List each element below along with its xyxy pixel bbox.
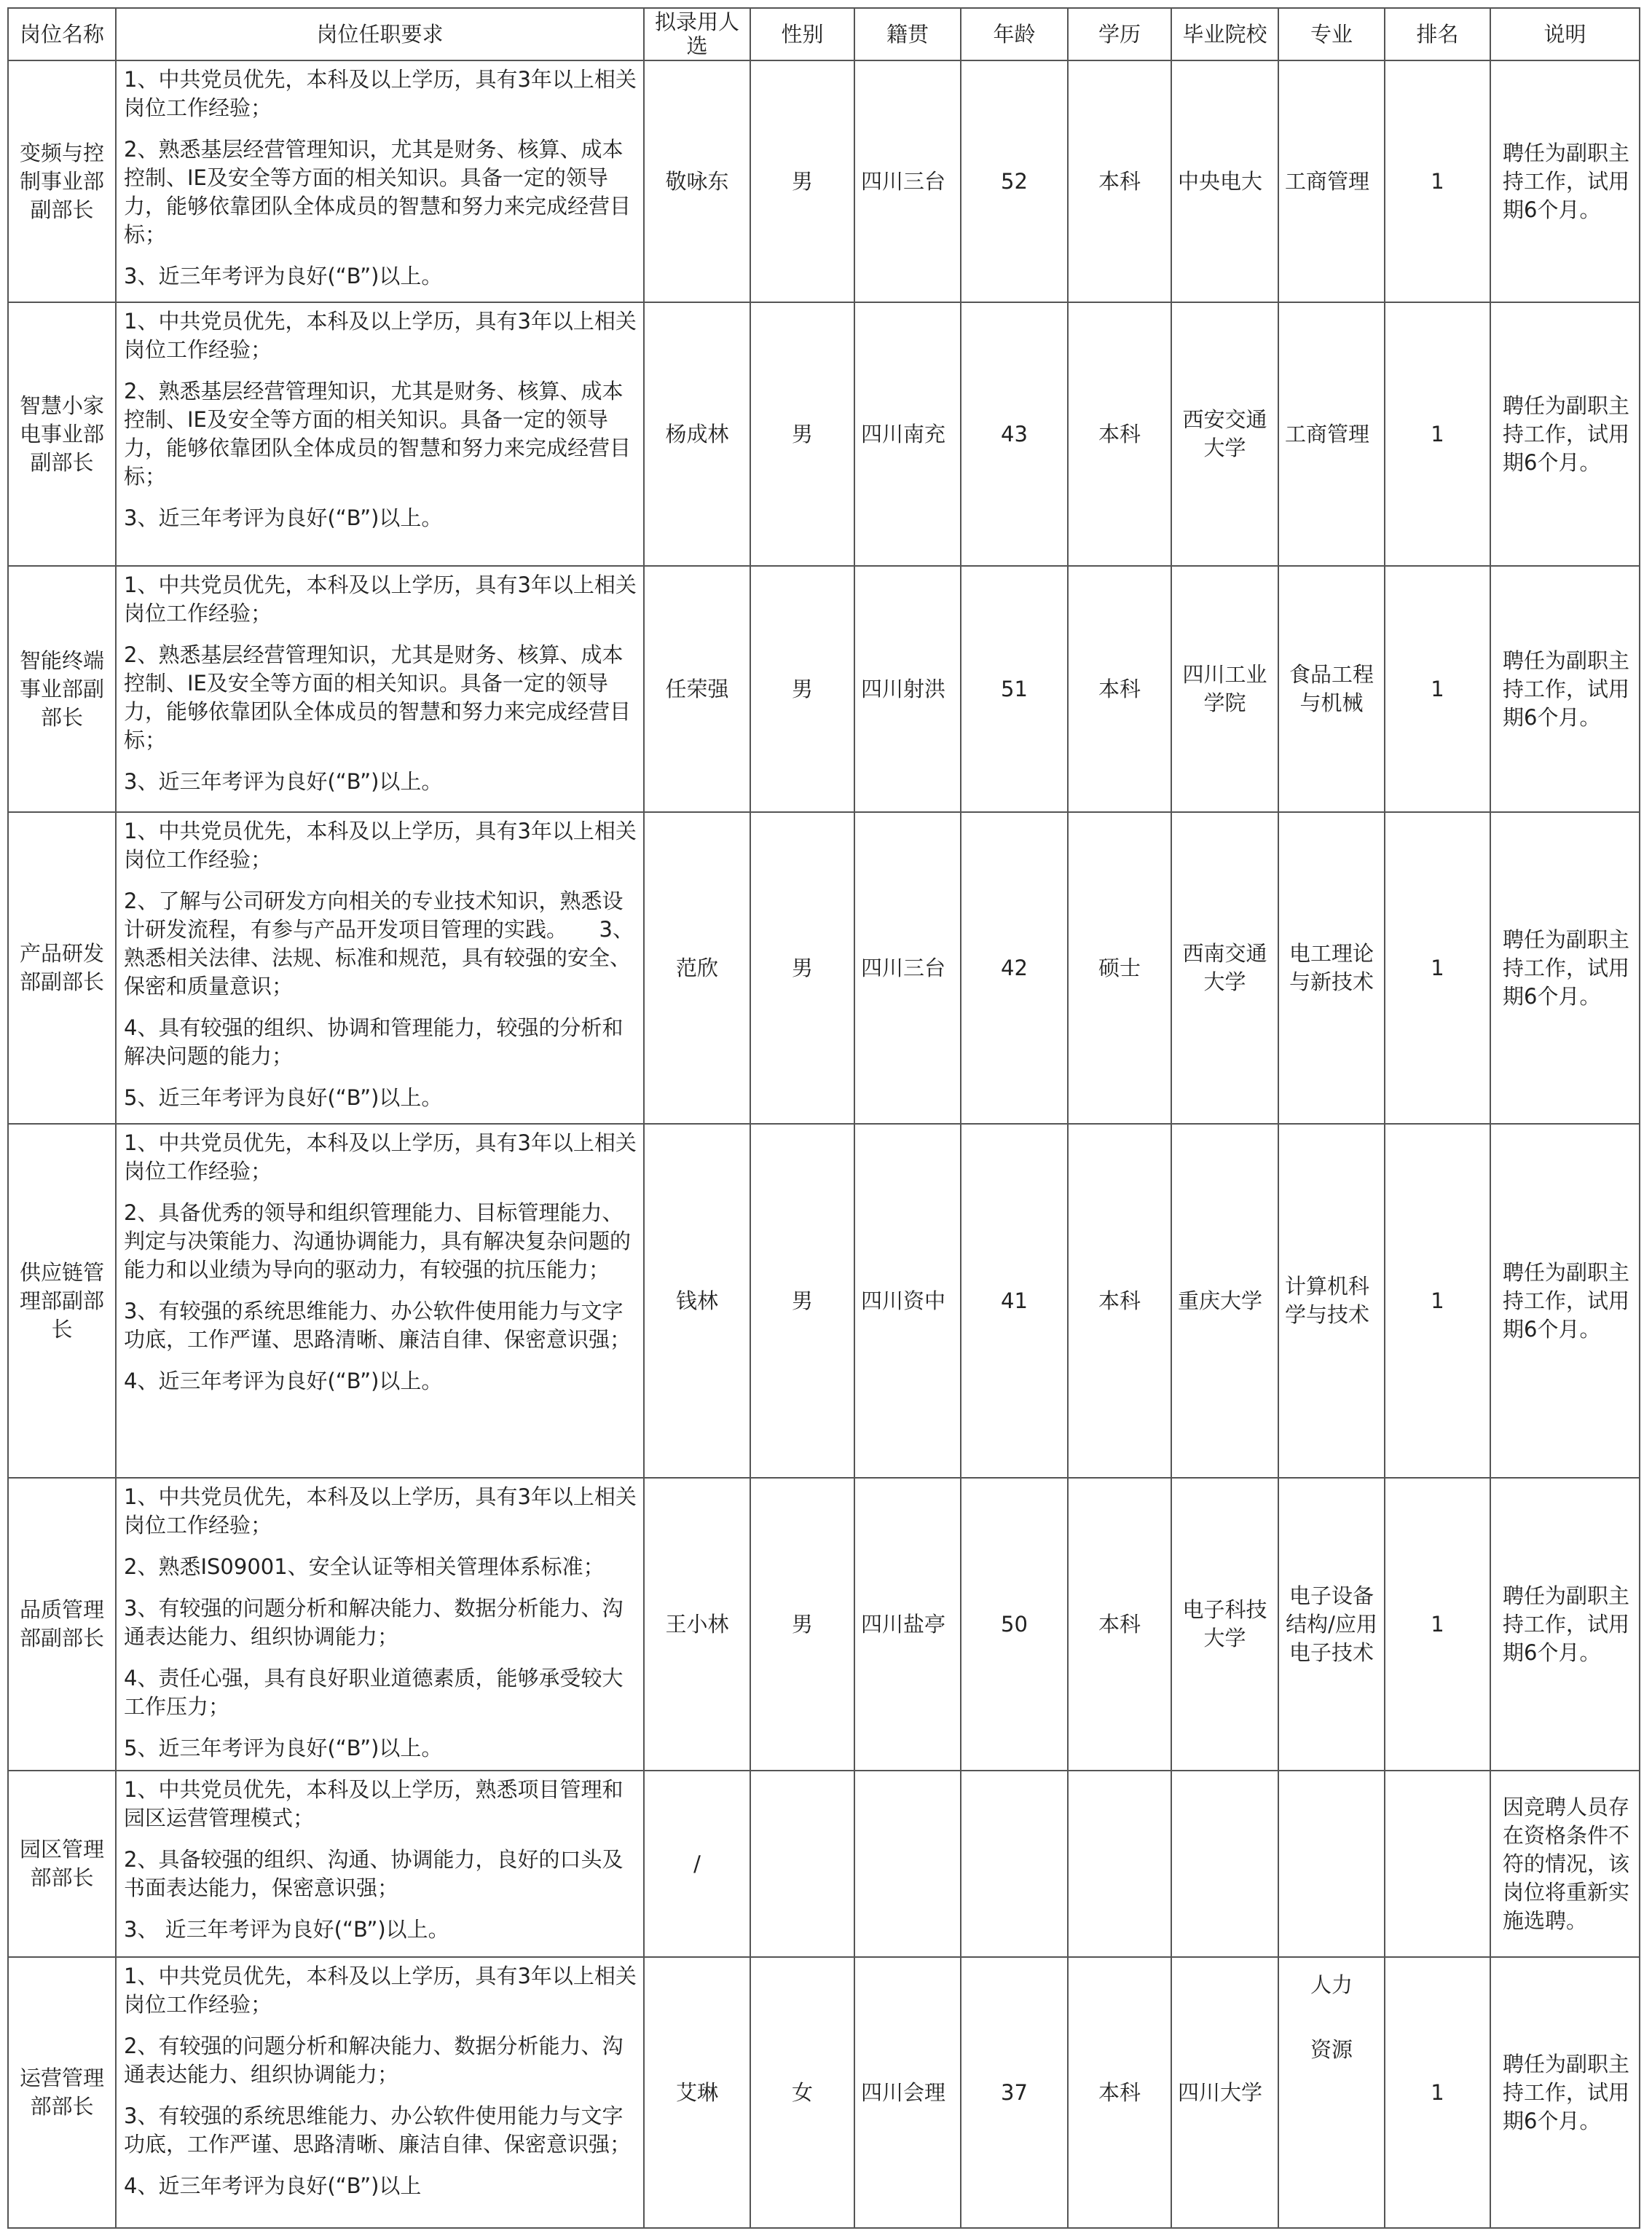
rank-cell: 1	[1385, 812, 1490, 1124]
header-rank: 排名	[1385, 8, 1490, 60]
requirement-item: 1、中共党员优先，本科及以上学历，具有3年以上相关岗位工作经验；	[124, 309, 637, 362]
position-cell: 产品研发部副部长	[8, 812, 116, 1124]
gender-cell: 男	[750, 566, 854, 812]
candidate-cell: 范欣	[644, 812, 750, 1124]
requirement-item: 2、熟悉基层经营管理知识，尤其是财务、核算、成本控制、IE及安全等方面的相关知识。具备一定的领导力，能够依靠团队全体成员的智慧和努力来完成经营目标；	[124, 137, 632, 247]
age-cell: 51	[961, 566, 1068, 812]
note-cell: 聘任为副职主持工作，试用期6个月。	[1490, 566, 1640, 812]
education-cell: 本科	[1068, 60, 1171, 302]
education-cell: 本科	[1068, 1124, 1171, 1478]
requirement-item: 4、近三年考评为良好(“B”)以上。	[124, 1369, 443, 1393]
note-cell: 聘任为副职主持工作，试用期6个月。	[1490, 1124, 1640, 1478]
candidate-cell: 任荣强	[644, 566, 750, 812]
education-cell: 本科	[1068, 1957, 1171, 2228]
table-row	[8, 566, 1640, 812]
requirement-item: 4、近三年考评为良好(“B”)以上	[124, 2173, 422, 2198]
requirement-item: 1、中共党员优先，本科及以上学历，具有3年以上相关岗位工作经验；	[124, 819, 637, 872]
school-cell: 四川工业学院	[1171, 566, 1278, 812]
requirements-cell	[116, 302, 644, 566]
requirement-item: 5、近三年考评为良好(“B”)以上。	[124, 1085, 443, 1110]
major-cell: 工商管理	[1278, 60, 1385, 302]
table-row	[8, 302, 1640, 566]
school-cell: 重庆大学	[1171, 1124, 1278, 1478]
education-cell: 本科	[1068, 1478, 1171, 1771]
table-row	[8, 1478, 1640, 1771]
requirement-item: 1、中共党员优先，本科及以上学历，具有3年以上相关岗位工作经验；	[124, 1964, 637, 2017]
position-cell: 智慧小家电事业部副部长	[8, 302, 116, 566]
origin-cell: 四川三台	[854, 60, 961, 302]
requirement-item: 2、熟悉IS09001、安全认证等相关管理体系标准；	[124, 1554, 605, 1579]
candidate-cell: /	[644, 1771, 750, 1957]
origin-cell: 四川会理	[854, 1957, 961, 2228]
requirement-item: 1、中共党员优先，本科及以上学历，具有3年以上相关岗位工作经验；	[124, 1130, 637, 1184]
header-row	[8, 8, 1640, 60]
header-age: 年龄	[961, 8, 1068, 60]
major-cell: 电子设备结构/应用电子技术	[1278, 1478, 1385, 1771]
candidate-cell: 王小林	[644, 1478, 750, 1771]
major-cell: 电工理论与新技术	[1278, 812, 1385, 1124]
major-cell: 工商管理	[1278, 302, 1385, 566]
requirement-item: 3、近三年考评为良好(“B”)以上。	[124, 505, 443, 530]
candidate-cell: 钱林	[644, 1124, 750, 1478]
major-cell: 计算机科学与技术	[1278, 1124, 1385, 1478]
rank-cell: 1	[1385, 60, 1490, 302]
note-cell: 聘任为副职主持工作，试用期6个月。	[1490, 60, 1640, 302]
age-cell: 50	[961, 1478, 1068, 1771]
requirements-cell	[116, 1124, 644, 1478]
requirement-item: 2、具备较强的组织、沟通、协调能力，良好的口头及书面表达能力，保密意识强；	[124, 1847, 624, 1900]
candidate-cell: 敬咏东	[644, 60, 750, 302]
rank-cell: 1	[1385, 566, 1490, 812]
school-cell: 西安交通大学	[1171, 302, 1278, 566]
major-part: 资源	[1310, 2037, 1353, 2062]
major-cell	[1278, 1957, 1385, 2228]
requirement-item: 3、近三年考评为良好(“B”)以上。	[124, 769, 443, 794]
note-cell: 聘任为副职主持工作，试用期6个月。	[1490, 302, 1640, 566]
school-cell: 西南交通大学	[1171, 812, 1278, 1124]
rank-cell: 1	[1385, 302, 1490, 566]
header-candidate: 拟录用人选	[644, 8, 750, 60]
requirement-item: 4、具有较强的组织、协调和管理能力，较强的分析和解决问题的能力；	[124, 1015, 624, 1068]
requirement-item: 3、有较强的问题分析和解决能力、数据分析能力、沟通表达能力、组织协调能力；	[124, 1596, 624, 1649]
note-cell: 聘任为副职主持工作，试用期6个月。	[1490, 1957, 1640, 2228]
header-origin: 籍贯	[854, 8, 961, 60]
header-school: 毕业院校	[1171, 8, 1278, 60]
major-part: 人力	[1310, 1972, 1353, 1997]
major-cell: 食品工程与机械	[1278, 566, 1385, 812]
header-education: 学历	[1068, 8, 1171, 60]
position-cell: 变频与控制事业部副部长	[8, 60, 116, 302]
school-cell: 电子科技大学	[1171, 1478, 1278, 1771]
gender-cell: 男	[750, 1478, 854, 1771]
age-cell: 41	[961, 1124, 1068, 1478]
gender-cell: 女	[750, 1957, 854, 2228]
origin-cell: 四川三台	[854, 812, 961, 1124]
requirement-item: 1、中共党员优先，本科及以上学历，具有3年以上相关岗位工作经验；	[124, 67, 637, 120]
gender-cell: 男	[750, 60, 854, 302]
note-cell: 聘任为副职主持工作，试用期6个月。	[1490, 1478, 1640, 1771]
age-cell: 42	[961, 812, 1068, 1124]
header-position: 岗位名称	[8, 8, 116, 60]
origin-cell: 四川射洪	[854, 566, 961, 812]
rank-cell: 1	[1385, 1124, 1490, 1478]
requirement-item: 1、中共党员优先，本科及以上学历，熟悉项目管理和园区运营管理模式；	[124, 1777, 624, 1830]
age-cell	[961, 1771, 1068, 1957]
origin-cell: 四川南充	[854, 302, 961, 566]
rank-cell: 1	[1385, 1478, 1490, 1771]
age-cell: 52	[961, 60, 1068, 302]
gender-cell: 男	[750, 812, 854, 1124]
note-cell: 因竞聘人员存在资格条件不符的情况，该岗位将重新实施选聘。	[1490, 1771, 1640, 1957]
origin-cell	[854, 1771, 961, 1957]
education-cell: 硕士	[1068, 812, 1171, 1124]
gender-cell: 男	[750, 302, 854, 566]
header-note: 说明	[1490, 8, 1640, 60]
school-cell: 中央电大	[1171, 60, 1278, 302]
requirement-item: 3、有较强的系统思维能力、办公软件使用能力与文字功底，工作严谨、思路清晰、廉洁自律、保密意识强；	[124, 1299, 632, 1352]
origin-cell: 四川盐亭	[854, 1478, 961, 1771]
rank-cell	[1385, 1771, 1490, 1957]
requirement-item: 3、有较强的系统思维能力、办公软件使用能力与文字功底，工作严谨、思路清晰、廉洁自律、保密意识强；	[124, 2103, 632, 2157]
requirements-cell	[116, 812, 644, 1124]
table-row	[8, 812, 1640, 1124]
education-cell	[1068, 1771, 1171, 1957]
gender-cell	[750, 1771, 854, 1957]
age-cell: 43	[961, 302, 1068, 566]
gender-cell: 男	[750, 1124, 854, 1478]
requirement-item: 3、近三年考评为良好(“B”)以上。	[124, 264, 443, 288]
requirements-cell	[116, 60, 644, 302]
rank-cell: 1	[1385, 1957, 1490, 2228]
education-cell: 本科	[1068, 302, 1171, 566]
header-major: 专业	[1278, 8, 1385, 60]
school-cell: 四川大学	[1171, 1957, 1278, 2228]
note-cell: 聘任为副职主持工作，试用期6个月。	[1490, 812, 1640, 1124]
requirement-item: 5、近三年考评为良好(“B”)以上。	[124, 1736, 443, 1760]
table-row	[8, 1771, 1640, 1957]
age-cell: 37	[961, 1957, 1068, 2228]
appointment-table	[7, 7, 1640, 2229]
requirement-item: 2、具备优秀的领导和组织管理能力、目标管理能力、判定与决策能力、沟通协调能力，具有解决复杂问题的能力和以业绩为导向的驱动力，有较强的抗压能力；	[124, 1200, 632, 1282]
requirements-cell	[116, 566, 644, 812]
education-cell: 本科	[1068, 566, 1171, 812]
table-row	[8, 1957, 1640, 2228]
candidate-cell: 艾琳	[644, 1957, 750, 2228]
origin-cell: 四川资中	[854, 1124, 961, 1478]
requirement-item: 4、责任心强，具有良好职业道德素质，能够承受较大工作压力；	[124, 1666, 624, 1719]
table-row	[8, 1124, 1640, 1478]
requirement-item: 3、 近三年考评为良好(“B”)以上。	[124, 1917, 449, 1942]
requirement-item: 2、了解与公司研发方向相关的专业技术知识，熟悉设计研发流程，有参与产品开发项目管理的实践。 3、熟悉相关法律、法规、标准和规范，具有较强的安全、保密和质量意识；	[124, 889, 634, 999]
school-cell	[1171, 1771, 1278, 1957]
candidate-cell: 杨成林	[644, 302, 750, 566]
requirement-item: 1、中共党员优先，本科及以上学历，具有3年以上相关岗位工作经验；	[124, 572, 637, 626]
position-cell: 供应链管理部副部长	[8, 1124, 116, 1478]
position-cell: 园区管理部部长	[8, 1771, 116, 1957]
header-gender: 性别	[750, 8, 854, 60]
requirements-cell	[116, 1478, 644, 1771]
position-cell: 品质管理部副部长	[8, 1478, 116, 1771]
position-cell: 智能终端事业部副部长	[8, 566, 116, 812]
position-cell: 运营管理部部长	[8, 1957, 116, 2228]
requirement-item: 2、熟悉基层经营管理知识，尤其是财务、核算、成本控制、IE及安全等方面的相关知识。具备一定的领导力，能够依靠团队全体成员的智慧和努力来完成经营目标；	[124, 379, 632, 489]
table-row	[8, 60, 1640, 302]
requirements-cell	[116, 1771, 644, 1957]
major-cell	[1278, 1771, 1385, 1957]
requirement-item: 2、熟悉基层经营管理知识，尤其是财务、核算、成本控制、IE及安全等方面的相关知识。具备一定的领导力，能够依靠团队全体成员的智慧和努力来完成经营目标；	[124, 642, 632, 752]
header-requirements: 岗位任职要求	[116, 8, 644, 60]
requirement-item: 2、有较强的问题分析和解决能力、数据分析能力、沟通表达能力、组织协调能力；	[124, 2034, 624, 2087]
requirement-item: 1、中共党员优先，本科及以上学历，具有3年以上相关岗位工作经验；	[124, 1484, 637, 1538]
requirements-cell	[116, 1957, 644, 2228]
